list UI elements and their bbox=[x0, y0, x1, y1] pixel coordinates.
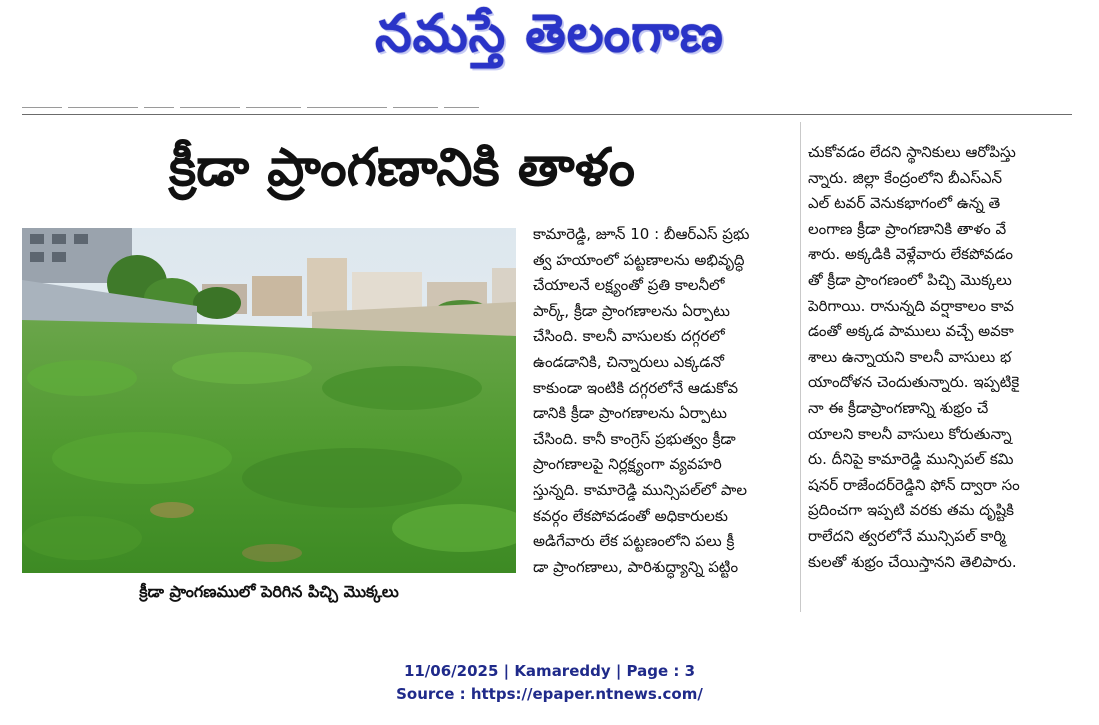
article-line: స్తున్నది. కామారెడ్డి మున్సిపల్‌లో పాల bbox=[533, 480, 748, 499]
article-line: రాలేదని త్వరలోనే మున్సిపల్ కార్మి bbox=[808, 526, 1006, 545]
column-divider bbox=[800, 122, 801, 612]
article-line: యాందోళన చెందుతున్నారు. ఇప్పటికై bbox=[808, 373, 1020, 392]
article-line: చేసింది. కానీ కాంగ్రెస్ ప్రభుత్వం క్రీడా bbox=[533, 429, 736, 448]
photo-caption: క్రీడా ప్రాంగణములో పెరిగిన పిచ్చి మొక్కలు bbox=[139, 582, 399, 601]
article-line: పార్క్, క్రీడా ప్రాంగణాలను ఏర్పాటు bbox=[533, 301, 730, 320]
article-headline: క్రీడా ప్రాంగణానికి తాళం bbox=[168, 138, 636, 198]
article-line: చేసింది. కాలనీ వాసులకు దగ్గరలో bbox=[533, 327, 725, 346]
article-line: ఎల్ టవర్ వెనుకభాగంలో ఉన్న తె bbox=[808, 194, 1001, 213]
article-photo bbox=[22, 228, 516, 573]
article-line: షనర్ రాజేందర్‌రెడ్డిని ఫోన్ ద్వారా సం bbox=[808, 475, 1020, 494]
header-rule bbox=[22, 114, 1072, 115]
article-line: నా ఈ క్రీడాప్రాంగణాన్ని శుభ్రం చే bbox=[808, 398, 989, 417]
article-line: అడిగేవారు లేక పట్టణంలోని పలు క్రీ bbox=[533, 532, 735, 551]
article-line: కవర్గం లేకపోవడంతో అధికారులకు bbox=[533, 506, 728, 525]
article-line: పెరిగాయి. రానున్నది వర్షాకాలం కావ bbox=[808, 296, 1014, 315]
faded-header-strip bbox=[22, 98, 512, 108]
article-line: యాలని కాలనీ వాసులు కోరుతున్నా bbox=[808, 424, 1012, 443]
article-column-1 bbox=[533, 222, 793, 580]
article-line: శారు. అక్కడికి వెళ్లేవారు లేకపోవడం bbox=[808, 245, 1013, 264]
article-line: డంతో అక్కడ పాములు వచ్చే అవకా bbox=[808, 322, 1014, 341]
article-line: త్వ హయాంలో పట్టణాలను అభివృద్ధి bbox=[533, 250, 745, 269]
article-line: డా ప్రాంగణాలు, పారిశుద్ధ్యాన్ని పట్టిం bbox=[533, 557, 739, 576]
article-line: న్నారు. జిల్లా కేంద్రంలోని బీఎస్ఎన్ bbox=[808, 168, 1003, 187]
article-line: తో క్రీడా ప్రాంగణంలో పిచ్చి మొక్కలు bbox=[808, 270, 1012, 289]
footer-date-edition: 11/06/2025 | Kamareddy | Page : 3 bbox=[403, 662, 696, 680]
article-line: ప్రాంగణాలపై నిర్లక్ష్యంగా వ్యవహరి bbox=[533, 455, 722, 474]
article-line: కామారెడ్డి, జూన్ 10 : బీఆర్ఎస్ ప్రభు bbox=[533, 225, 750, 243]
article-line: ప్రదించగా ఇప్పటి వరకు తమ దృష్టికి bbox=[808, 501, 1014, 520]
article-line: ఉండడానికి, చిన్నారులు ఎక్కడనో bbox=[533, 352, 724, 371]
article-line: డానికి క్రీడా ప్రాంగణాలను ఏర్పాటు bbox=[533, 404, 727, 423]
article-line: లంగాణ క్రీడా ప్రాంగణానికి తాళం వే bbox=[808, 219, 1007, 238]
newspaper-masthead: నమస్తే తెలంగాణ bbox=[375, 4, 724, 64]
footer-source-link[interactable]: Source : https://epaper.ntnews.com/ bbox=[396, 685, 703, 703]
article-line: కాకుండా ఇంటికి దగ్గరలోనే ఆడుకోవ bbox=[533, 378, 739, 397]
article-line: శాలు ఉన్నాయని కాలనీ వాసులు భ bbox=[808, 347, 1012, 366]
article-line: చేయాలనే లక్ష్యంతో ప్రతి కాలనీలో bbox=[533, 276, 725, 295]
article-column-2 bbox=[808, 140, 1068, 575]
article-line: రు. దీనిపై కామారెడ్డి మున్సిపల్ కమి bbox=[808, 450, 1014, 469]
article-line: చుకోవడం లేదని స్థానికులు ఆరోపిస్తు bbox=[808, 143, 1016, 161]
article-line: కులతో శుభ్రం చేయిస్తానని తెలిపారు. bbox=[808, 552, 1017, 571]
